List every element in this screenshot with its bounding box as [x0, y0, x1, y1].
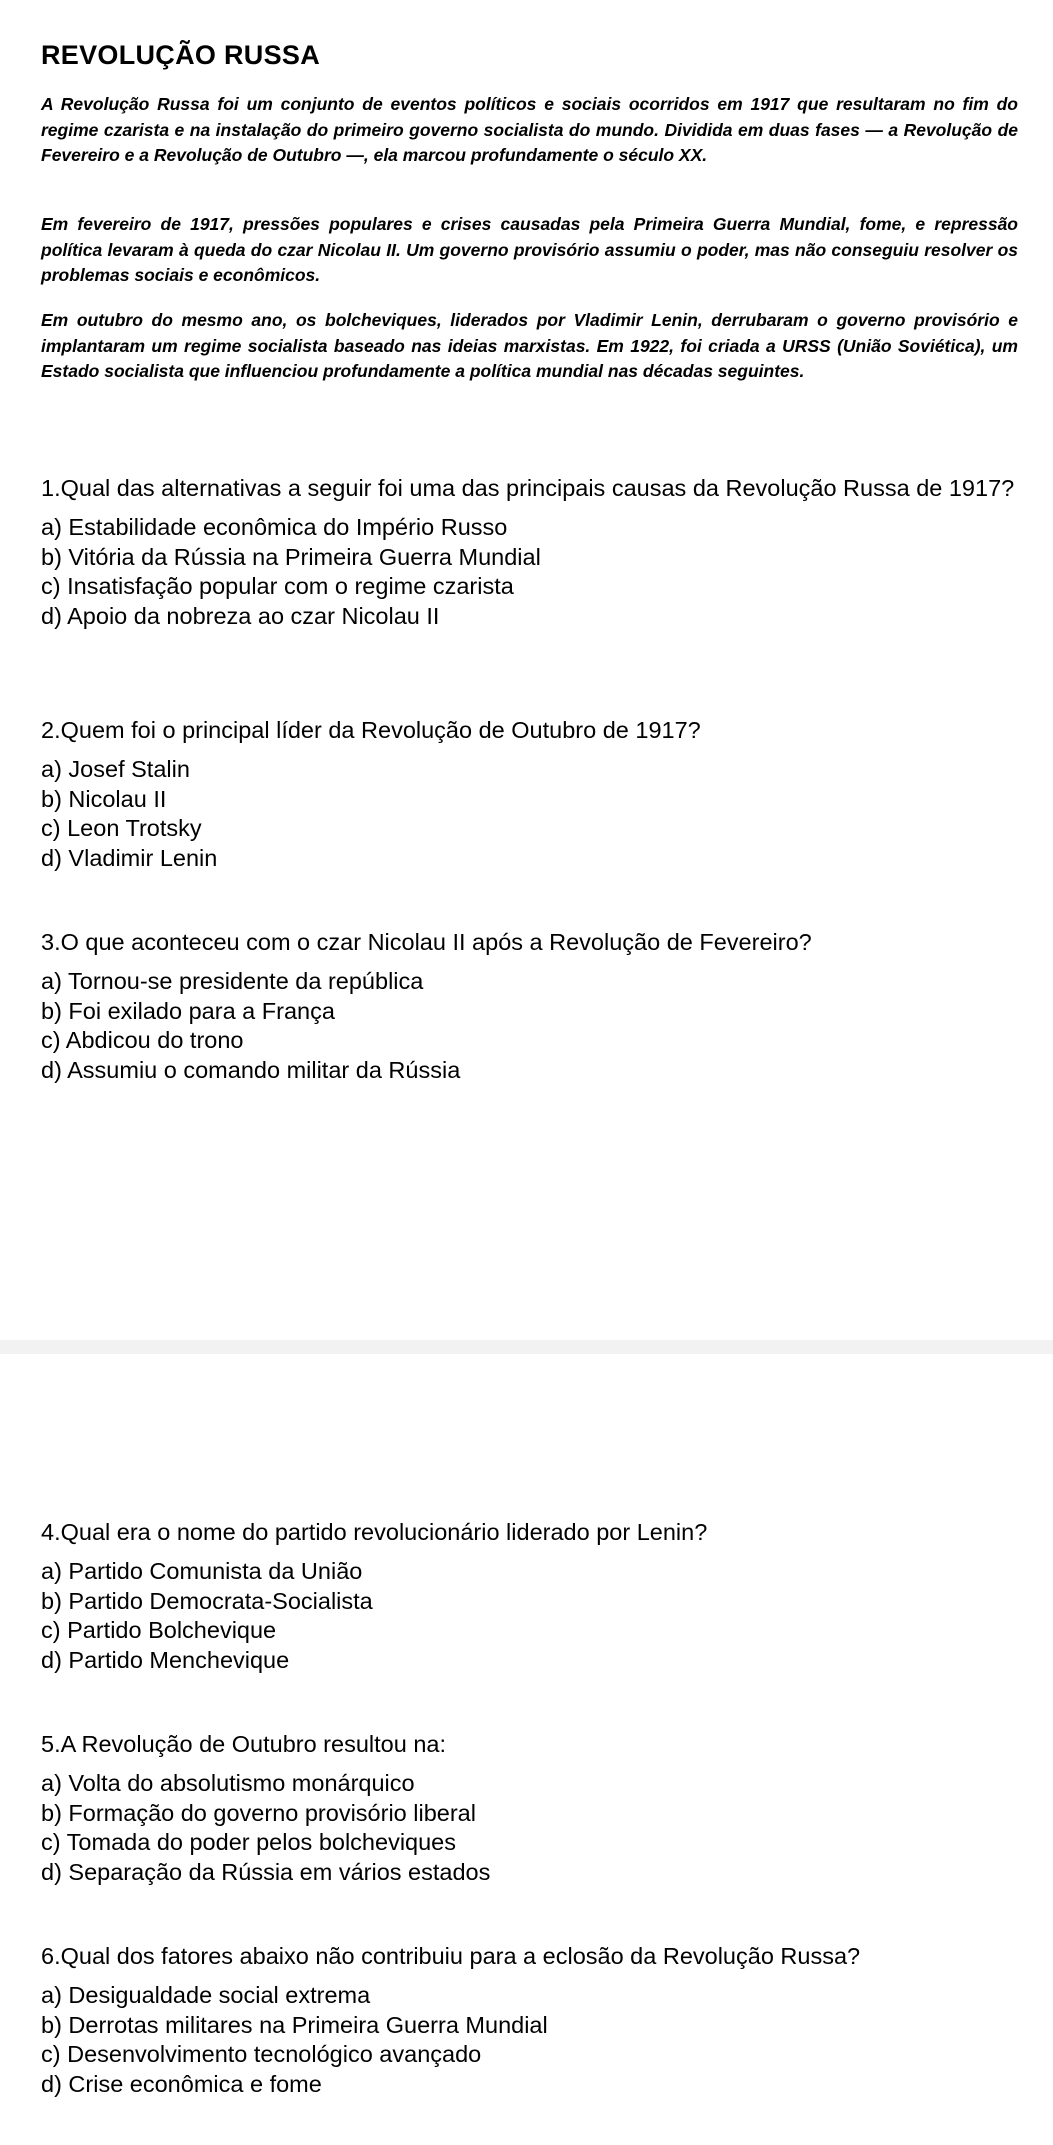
intro-paragraph-1: A Revolução Russa foi um conjunto de eventos políticos e sociais ocorridos em 1917 que resultaram no fim do regime czarista e na instalação do primeiro governo socialista do mundo. Dividida em duas fases — a Revolução de Fevereiro e a Revolução de Outubro —, ela marcou profundamente o século XX. [41, 94, 1018, 165]
question-2-text: 2.Quem foi o principal líder da Revolução de Outubro de 1917? [41, 717, 701, 743]
question-5-options [41, 1769, 1026, 1887]
option-b: b) Vitória da Rússia na Primeira Guerra Mundial [41, 543, 541, 570]
question-4-options [41, 1557, 1026, 1675]
option-c: c) Partido Bolchevique [41, 1617, 277, 1643]
question-3-options [41, 967, 1026, 1085]
question-1-options [41, 513, 1026, 631]
option-a: a) Volta do absolutismo monárquico [41, 1770, 415, 1796]
question-1-text: 1.Qual das alternativas a seguir foi uma das principais causas da Revolução Russa de 1917? [41, 475, 1015, 501]
question-4 [41, 1517, 1026, 1675]
option-d: d) Vladimir Lenin [41, 844, 218, 871]
option-a: a) Estabilidade econômica do Império Russo [41, 514, 508, 540]
intro-paragraph-3: Em outubro do mesmo ano, os bolcheviques, liderados por Vladimir Lenin, derrubaram o governo provisório e implantaram um regime socialista baseado nas ideias marxistas. Em 1922, foi criada a URSS (União Soviética), um Estado socialista que influenciou profundamente a política mundial nas décadas seguintes. [41, 310, 1018, 381]
option-c: c) Tomada do poder pelos bolcheviques [41, 1829, 457, 1855]
option-d: d) Assumiu o comando militar da Rússia [41, 1056, 461, 1083]
question-1 [41, 473, 1026, 631]
option-c: c) Leon Trotsky [41, 815, 202, 841]
option-a: a) Josef Stalin [41, 756, 190, 782]
option-b: b) Partido Democrata-Socialista [41, 1587, 373, 1614]
page-title: REVOLUÇÃO RUSSA [41, 40, 321, 70]
option-b: b) Nicolau II [41, 785, 167, 812]
option-b: b) Foi exilado para a França [41, 997, 335, 1024]
option-d: d) Separação da Rússia em vários estados [41, 1858, 491, 1885]
question-6 [41, 1941, 1026, 2099]
question-2-options [41, 755, 1026, 873]
question-5 [41, 1729, 1026, 1887]
option-d: d) Partido Menchevique [41, 1646, 290, 1673]
question-3 [41, 927, 1026, 1085]
intro-paragraph-2: Em fevereiro de 1917, pressões populares e crises causadas pela Primeira Guerra Mundial, fome, e repressão política levaram à queda do czar Nicolau II. Um governo provisório assumiu o poder, mas não conseguiu resolver os problemas sociais e econômicos. [41, 214, 1018, 285]
option-c: c) Insatisfação popular com o regime czarista [41, 573, 514, 599]
option-d: d) Crise econômica e fome [41, 2070, 322, 2097]
question-3-text: 3.O que aconteceu com o czar Nicolau II após a Revolução de Fevereiro? [41, 929, 812, 955]
question-2 [41, 715, 1026, 873]
option-c: c) Abdicou do trono [41, 1027, 244, 1053]
question-5-text: 5.A Revolução de Outubro resultou na: [41, 1731, 446, 1757]
option-b: b) Derrotas militares na Primeira Guerra Mundial [41, 2011, 548, 2038]
page-separator [0, 1340, 1053, 1354]
option-a: a) Desigualdade social extrema [41, 1982, 371, 2008]
option-a: a) Partido Comunista da União [41, 1558, 363, 1584]
option-a: a) Tornou-se presidente da república [41, 968, 424, 994]
option-b: b) Formação do governo provisório liberal [41, 1799, 476, 1826]
question-4-text: 4.Qual era o nome do partido revolucionário liderado por Lenin? [41, 1519, 708, 1545]
option-c: c) Desenvolvimento tecnológico avançado [41, 2041, 482, 2067]
option-d: d) Apoio da nobreza ao czar Nicolau II [41, 602, 440, 629]
question-6-options [41, 1981, 1026, 2099]
question-6-text: 6.Qual dos fatores abaixo não contribuiu para a eclosão da Revolução Russa? [41, 1943, 861, 1969]
